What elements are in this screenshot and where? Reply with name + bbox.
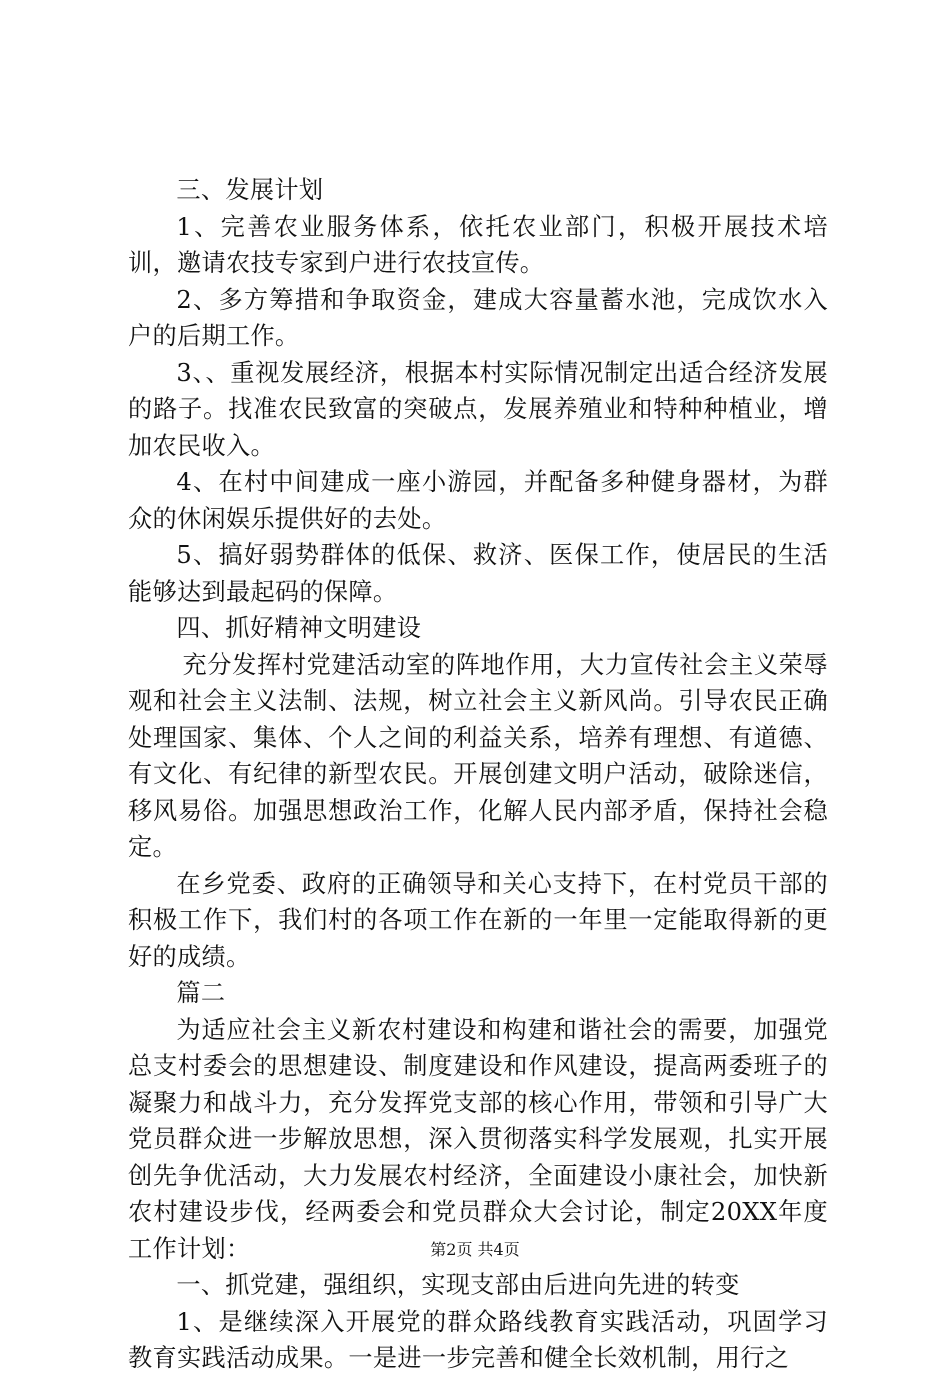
section-heading-part-two: 篇二 xyxy=(176,979,226,1007)
paragraph-part-two-intro: 为适应社会主义新农村建设和构建和谐社会的需要，加强党总支村委会的思想建设、制度建设和作风建设，提高两委班子的凝聚力和战斗力，充分发挥党支部的核心作用，带领和引导广大党员群众进一步解放思想，深入贯彻落实科学发展观，扎实开展创先争优活动，大力发展农村经济，全面建设小康社会，加快新农村建设步伐，经两委会和党员群众大会讨论，制定20XX年度工作计划： xyxy=(128,1015,828,1263)
paragraph-plan-item-3: 3、、重视发展经济，根据本村实际情况制定出适合经济发展的路子。找准农民致富的突破点，发展养殖业和特种种植业，增加农民收入。 xyxy=(128,358,828,460)
section-heading-civilization: 四、抓好精神文明建设 xyxy=(176,614,422,642)
paragraph-civilization: 充分发挥村党建活动室的阵地作用，大力宣传社会主义荣辱观和社会主义法制、法规，树立社会主义新风尚。引导农民正确处理国家、集体、个人之间的利益关系，培养有理想、有道德、有文化、有纪律的新型农民。开展创建文明户活动，破除迷信，移风易俗。加强思想政治工作，化解人民内部矛盾，保持社会稳定。 xyxy=(128,650,828,861)
page-number-footer: 第2页 共4页 xyxy=(430,1240,520,1259)
section-heading-party-building: 一、抓党建，强组织，实现支部由后进向先进的转变 xyxy=(176,1271,740,1299)
paragraph-plan-item-5: 5、搞好弱势群体的低保、救济、医保工作，使居民的生活能够达到最起码的保障。 xyxy=(128,541,828,606)
document-body xyxy=(128,172,828,1377)
paragraph-plan-item-2: 2、多方筹措和争取资金，建成大容量蓄水池，完成饮水入户的后期工作。 xyxy=(128,285,828,350)
section-heading-development-plan: 三、发展计划 xyxy=(176,176,324,204)
paragraph-conclusion: 在乡党委、政府的正确领导和关心支持下，在村党员干部的积极工作下，我们村的各项工作在新的一年里一定能取得新的更好的成绩。 xyxy=(128,869,828,971)
paragraph-plan-item-4: 4、在村中间建成一座小游园，并配备多种健身器材，为群众的休闲娱乐提供好的去处。 xyxy=(128,468,828,533)
paragraph-plan-item-1: 1、完善农业服务体系，依托农业部门，积极开展技术培训，邀请农技专家到户进行农技宣传。 xyxy=(128,212,828,277)
paragraph-party-building-item-1: 1、是继续深入开展党的群众路线教育实践活动，巩固学习教育实践活动成果。一是进一步完善和健全长效机制，用行之 xyxy=(128,1307,828,1372)
